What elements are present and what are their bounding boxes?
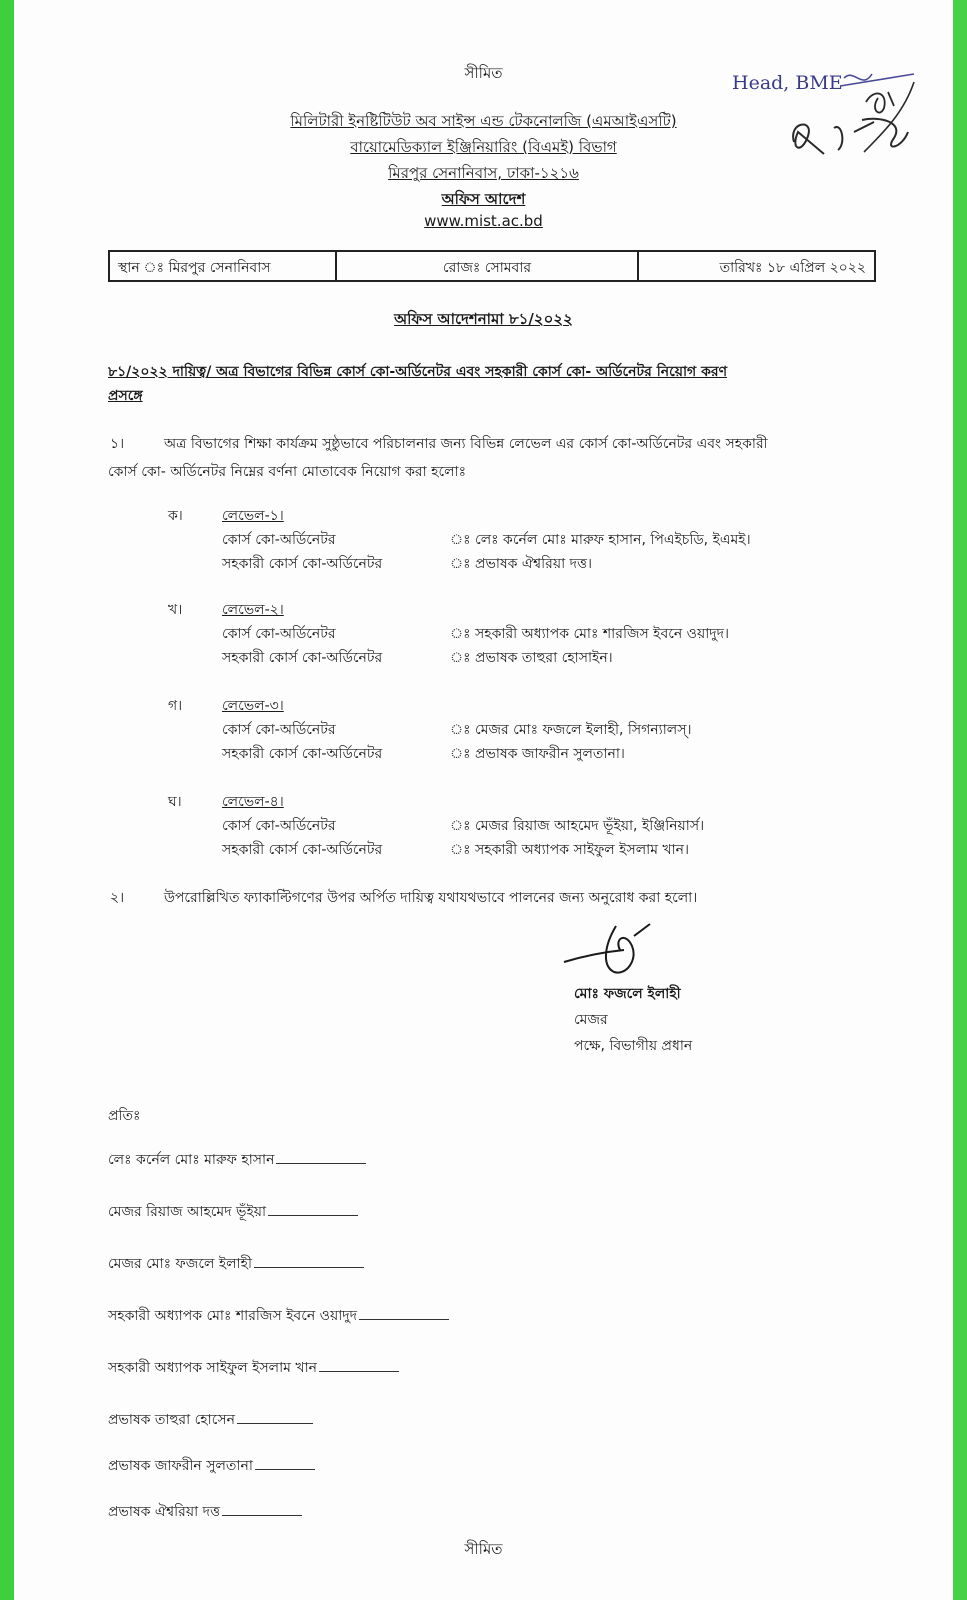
assistant-label: সহকারী কোর্স কো-অর্ডিনেটর bbox=[222, 650, 383, 666]
assistant-label: সহকারী কোর্স কো-অর্ডিনেটর bbox=[222, 842, 383, 858]
institute-name: মিলিটারী ইনষ্টিটিউট অব সাইন্স এন্ড টেকনোলজি (এমআইএসটি) bbox=[290, 112, 677, 130]
level-mark: ঘ। bbox=[168, 794, 182, 810]
subject-line-1: ৮১/২০২২ দায়িত্ব/ অত্র বিভাগের বিভিন্ন কোর্স কো-অর্ডিনেটর এবং সহকারী কোর্স কো- অর্ডিনেটর নিয়োগ করণ bbox=[108, 364, 728, 380]
level-mark: গ। bbox=[168, 698, 183, 714]
date-cell: তারিখঃ ১৮ এপ্রিল ২০২২ bbox=[637, 252, 874, 280]
scan-edge-right bbox=[953, 0, 967, 1600]
website: www.mist.ac.bd bbox=[424, 212, 543, 230]
signatory-role: পক্ষে, বিভাগীয় প্রধান bbox=[574, 1038, 693, 1054]
coordinator-value: ঃ সহকারী অধ্যাপক মোঃ শারজিস ইবনে ওয়াদুদ। bbox=[450, 626, 730, 642]
level-title: লেভেল-১। bbox=[222, 508, 284, 524]
handwritten-annotation: Head, BME bbox=[732, 72, 843, 94]
info-box bbox=[108, 250, 876, 282]
signature-blank bbox=[359, 1318, 449, 1320]
signatory-rank: মেজর bbox=[574, 1012, 608, 1028]
assistant-value: ঃ প্রভাষক জাফরীন সুলতানা। bbox=[450, 746, 625, 762]
signature-blank bbox=[268, 1214, 358, 1216]
order-number: অফিস আদেশনামা ৮১/২০২২ bbox=[394, 310, 573, 328]
recipient-item: প্রভাষক জাফরীন সুলতানা bbox=[108, 1454, 315, 1478]
level-title: লেভেল-৪। bbox=[222, 794, 284, 810]
assistant-value: ঃ প্রভাষক তাহুরা হোসাইন। bbox=[450, 650, 613, 666]
level-mark: ক। bbox=[168, 508, 183, 524]
assistant-value: ঃ সহকারী অধ্যাপক সাইফুল ইসলাম খান। bbox=[450, 842, 690, 858]
level-mark: খ। bbox=[168, 602, 183, 618]
level-title: লেভেল-৩। bbox=[222, 698, 284, 714]
coordinator-label: কোর্স কো-অর্ডিনেটর bbox=[222, 722, 336, 738]
subject-line-2: প্রসঙ্গে bbox=[108, 388, 143, 404]
coordinator-value: ঃ মেজর রিয়াজ আহমেদ ভূঁইয়া, ইঞ্জিনিয়ার্স। bbox=[450, 818, 705, 834]
copy-to-label: প্রতিঃ bbox=[108, 1108, 141, 1124]
assistant-label: সহকারী কোর্স কো-অর্ডিনেটর bbox=[222, 746, 383, 762]
doc-type: অফিস আদেশ bbox=[441, 190, 526, 208]
signature-blank bbox=[237, 1422, 313, 1424]
signature-blank bbox=[319, 1370, 399, 1372]
recipient-item: প্রভাষক ঐশ্বরিয়া দত্ত bbox=[108, 1500, 302, 1524]
signatory-name: মোঃ ফজলে ইলাহী bbox=[574, 986, 681, 1002]
coordinator-value: ঃ মেজর মোঃ ফজলে ইলাহী, সিগন্যালস্। bbox=[450, 722, 692, 738]
para1-line-2: কোর্স কো- অর্ডিনেটর নিম্নের বর্ণনা মোতাবেক নিয়োগ করা হলোঃ bbox=[108, 464, 467, 480]
scan-edge-left bbox=[0, 0, 14, 1600]
para2-number: ২। bbox=[110, 890, 125, 906]
address: মিরপুর সেনানিবাস, ঢাকা-১২১৬ bbox=[388, 164, 579, 182]
recipient-item: প্রভাষক তাহুরা হোসেন bbox=[108, 1408, 313, 1432]
recipient-item: মেজর মোঃ ফজলে ইলাহী bbox=[108, 1252, 364, 1276]
recipient-item: মেজর রিয়াজ আহমেদ ভূঁইয়া bbox=[108, 1200, 358, 1224]
coordinator-label: কোর্স কো-অর্ডিনেটর bbox=[222, 532, 336, 548]
coordinator-label: কোর্স কো-অর্ডিনেটর bbox=[222, 626, 336, 642]
coordinator-label: কোর্স কো-অর্ডিনেটর bbox=[222, 818, 336, 834]
recipient-item: সহকারী অধ্যাপক সাইফুল ইসলাম খান bbox=[108, 1356, 399, 1380]
signature-blank bbox=[254, 1266, 364, 1268]
para1-number: ১। bbox=[110, 436, 125, 452]
document-page bbox=[14, 0, 953, 1600]
classification-bottom: সীমিত bbox=[464, 1540, 503, 1558]
level-title: লেভেল-২। bbox=[222, 602, 284, 618]
signature-blank bbox=[222, 1514, 302, 1516]
assistant-value: ঃ প্রভাষক ঐশ্বরিয়া দত্ত। bbox=[450, 556, 593, 572]
recipient-item: লেঃ কর্নেল মোঃ মারুফ হাসান bbox=[108, 1148, 366, 1172]
department-name: বায়োমেডিক্যাল ইঞ্জিনিয়ারিং (বিএমই) বিভাগ bbox=[350, 138, 617, 156]
day-cell: রোজঃ সোমবার bbox=[335, 252, 637, 280]
para1-line-1: অত্র বিভাগের শিক্ষা কার্যক্রম সুষ্ঠুভাবে পরিচালনার জন্য বিভিন্ন লেভেল এর কোর্স কো-অর্ডিনেটর এবং সহকারী bbox=[164, 436, 768, 452]
signature-blank bbox=[255, 1468, 315, 1470]
para2-text: উপরোল্লিখিত ফ্যাকাল্টিগণের উপর অর্পিত দায়িত্ব যথাযথভাবে পালনের জন্য অনুরোধ করা হলো। bbox=[164, 890, 698, 906]
signature-blank bbox=[276, 1162, 366, 1164]
classification-top: সীমিত bbox=[464, 64, 503, 82]
place-cell: স্থান ঃ মিরপুর সেনানিবাস bbox=[118, 260, 271, 276]
assistant-label: সহকারী কোর্স কো-অর্ডিনেটর bbox=[222, 556, 383, 572]
recipient-item: সহকারী অধ্যাপক মোঃ শারজিস ইবনে ওয়াদুদ bbox=[108, 1304, 449, 1328]
coordinator-value: ঃ লেঃ কর্নেল মোঃ মারুফ হাসান, পিএইচডি, ইএমই। bbox=[450, 532, 751, 548]
signature-mark bbox=[554, 916, 684, 980]
